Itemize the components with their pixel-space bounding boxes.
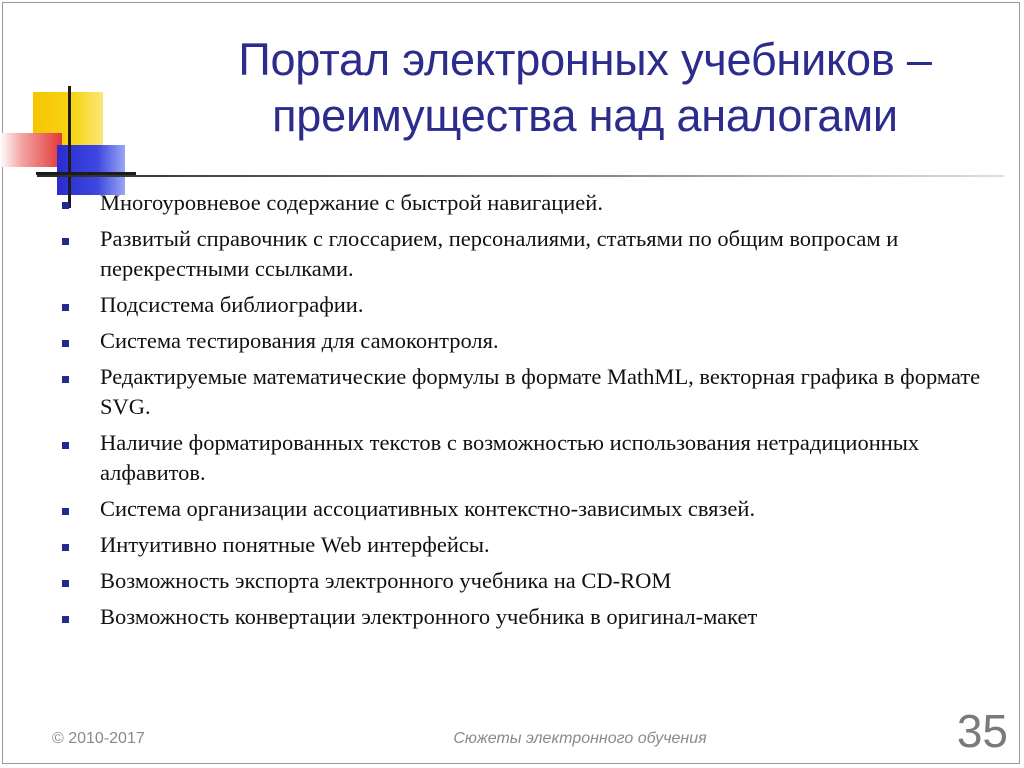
bullet-list xyxy=(62,188,992,638)
bullet-square-icon xyxy=(62,442,69,449)
bullet-item xyxy=(62,428,992,488)
title-divider xyxy=(37,175,1004,177)
bullet-item xyxy=(62,224,992,284)
bullet-text: Возможность конвертации электронного учебника в оригинал-макет xyxy=(100,604,758,629)
bullet-square-icon xyxy=(62,304,69,311)
bullet-text: Интуитивно понятные Web интерфейсы. xyxy=(100,532,490,557)
bullet-square-icon xyxy=(62,202,69,209)
bullet-item xyxy=(62,326,992,356)
bullet-item xyxy=(62,602,992,632)
slide-page-number: 35 xyxy=(956,705,1008,757)
slide-title-line-1: Портал электронных учебников – xyxy=(238,34,932,85)
bullet-square-icon xyxy=(62,340,69,347)
bullet-item xyxy=(62,566,992,596)
bullet-square-icon xyxy=(62,376,69,383)
bullet-text: Подсистема библиографии. xyxy=(100,292,364,317)
bullet-square-icon xyxy=(62,580,69,587)
bullet-text: Редактируемые математические формулы в формате MathML, векторная графика в формате SVG. xyxy=(100,364,981,419)
logo-red-square xyxy=(0,133,62,167)
bullet-text: Наличие форматированных текстов с возможностью использования нетрадиционных алфавитов. xyxy=(100,430,920,485)
bullet-item xyxy=(62,188,992,218)
bullet-text: Развитый справочник с глоссарием, персоналиями, статьями по общим вопросам и перекрестными ссылками. xyxy=(100,226,899,281)
bullet-square-icon xyxy=(62,238,69,245)
bullet-text: Многоуровневое содержание с быстрой навигацией. xyxy=(100,190,603,215)
footer-copyright: © 2010-2017 xyxy=(52,730,145,747)
bullet-square-icon xyxy=(62,544,69,551)
bullet-text: Система организации ассоциативных контекстно-зависимых связей. xyxy=(100,496,756,521)
slide-title-line-2: преимущества над аналогами xyxy=(272,90,898,141)
bullet-square-icon xyxy=(62,616,69,623)
bullet-square-icon xyxy=(62,508,69,515)
slide-logo xyxy=(0,0,140,210)
bullet-item xyxy=(62,530,992,560)
bullet-item xyxy=(62,362,992,422)
footer-course-title: Сюжеты электронного обучения xyxy=(453,730,707,747)
bullet-text: Система тестирования для самоконтроля. xyxy=(100,328,499,353)
bullet-item xyxy=(62,494,992,524)
slide-title xyxy=(150,32,1020,144)
bullet-text: Возможность экспорта электронного учебника на CD-ROM xyxy=(100,568,672,593)
bullet-item xyxy=(62,290,992,320)
